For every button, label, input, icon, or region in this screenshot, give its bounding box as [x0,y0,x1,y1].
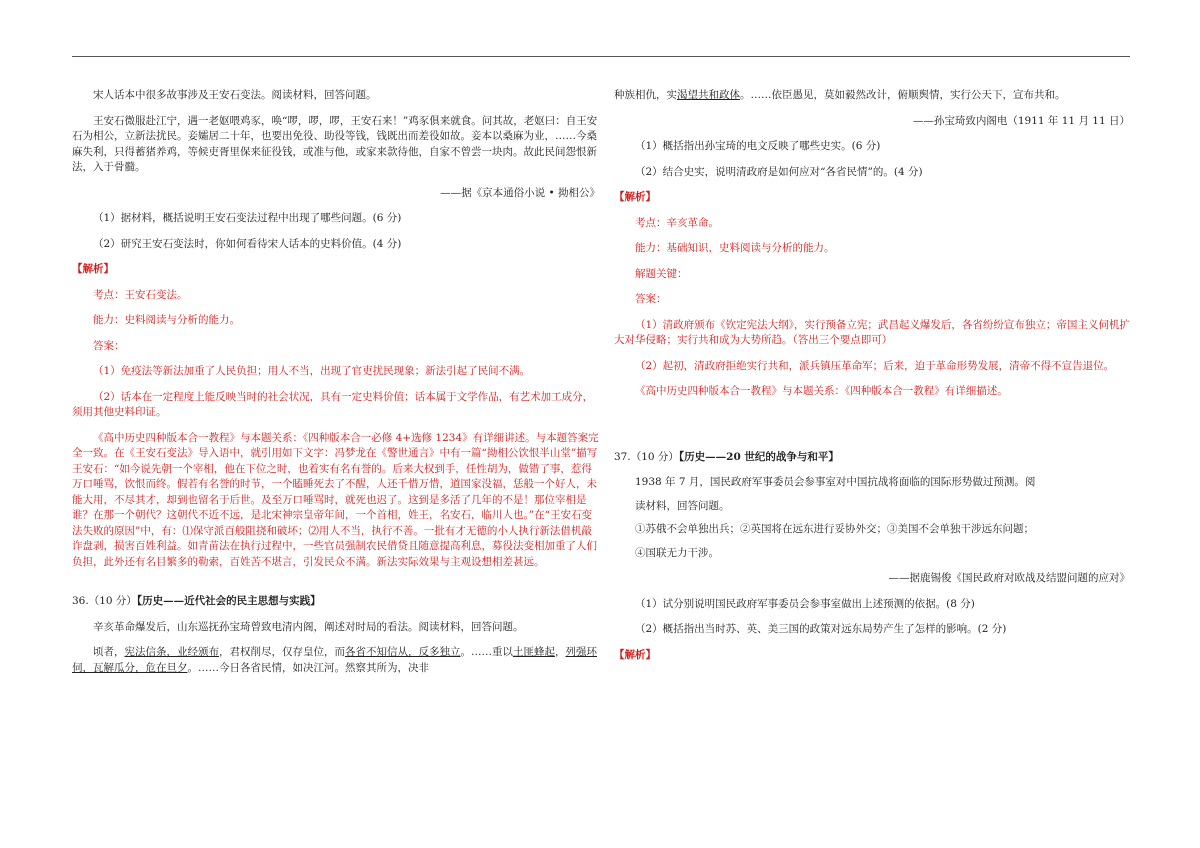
q36-underlined: 渴望共和政体 [677,89,740,101]
q37-material-line-2: ④国联无力干涉。 [635,546,719,559]
q35-material: 王安石微服赴江宁，遇一老妪喂鸡豕，唤“啰，啰，啰，王安石来！”鸡豕俱来就食。问其故，老妪曰：自王安石为相公，立新法扰民。妾孀居二十年，也要出免役、助役等钱，钱既出而差役如故。妾本以桑麻为业，……今桑麻失利，只得蓄猪养鸡，等候吏胥里保来征役钱，或准与他，或家来款待他，自家不曾尝一块肉。故此民间怨恨新法，入于骨髓。 [72,114,598,173]
q36-intro: 辛亥革命爆发后，山东巡抚孙宝琦曾致电清内阁，阐述对时局的看法。阅读材料，回答问题。 [93,620,524,633]
q36-underlined: 宪法信条，业经颁布 [124,646,219,658]
q37-title: 【历史——20 世纪的战争与和平】 [678,450,839,463]
q35-answer-1: （1）免疫法等新法加重了人民负担；用人不当，出现了官吏扰民现象；新法引起了民间不满。 [93,365,531,377]
q36-title: 【历史——近代社会的民主思想与实践】 [136,595,321,607]
q36-test-point: 考点：辛亥革命。 [635,216,719,229]
q36-subquestion-2: （2）结合史实，说明清政府是如何应对“各省民情”的。(4 分) [635,165,923,178]
q36-text: 。……重以 [460,646,513,658]
q37-analysis-heading: 【解析】 [614,648,656,661]
q36-subquestion-1: （1）概括指出孙宝琦的电文反映了哪些史实。(6 分) [635,140,881,152]
q37-subquestion-2: （2）概括指出当时苏、英、美三国的政策对远东局势产生了怎样的影响。(2 分) [635,623,1007,635]
q37-material-line-1: ①苏俄不会单独出兵；②英国将在远东进行妥协外交；③美国不会单独干涉远东问题； [635,523,1034,535]
q37-number: 37.（10 分） [614,450,679,463]
q37-heading [614,450,1130,466]
q36-underlined: 各省不知信从，反多独立 [345,646,461,658]
q35-subquestion-1: （1）据材料，概括说明王安石变法过程中出现了哪些问题。(6 分) [93,212,402,224]
header-rule [72,56,1130,57]
q37-source: ——据鹿锡俊《国民政府对欧战及结盟问题的应对》 [888,572,1130,584]
q35-ability: 能力：史料阅读与分析的能力。 [93,314,240,326]
q36-material [72,645,600,676]
q36-answer-label: 答案： [635,293,667,305]
q36-answer-2: （2）起初，清政府拒绝实行共和，派兵镇压革命军；后来，迫于革命形势发展，清帝不得不宣告退位。 [635,359,1115,372]
q36-text: ， [555,646,566,658]
q35-source: ——据《京本通俗小说 • 拗相公》 [440,186,600,199]
q36-text: ，君权削尽，仅存皇位，而 [219,646,345,658]
q36-material-continued [614,88,1130,104]
q36-heading [72,594,600,610]
q35-test-point: 考点：王安石变法。 [93,288,188,301]
left-column [72,88,600,686]
q35-intro: 宋人话本中很多故事涉及王安石变法。阅读材料，回答问题。 [93,89,377,101]
q36-key: 解题关键： [635,267,688,280]
q36-underlined: 列强环伺，瓦解瓜分，危在旦夕 [72,646,597,674]
q35-answer-label: 答案： [93,339,125,352]
q36-number: 36.（10 分） [72,595,137,607]
q35-textbook-reference: 《高中历史四种版本合一教程》与本题关系：《四种版本合一必修 4+选修 1234》有详细讲述。与本题答案完全一致。在《王安石变法》导入语中，就引用如下文字：冯梦龙在《警世通言》中有一篇“拗相公饮恨半山堂”描写王安石：“如今说先朝一个宰相，他在下位之时，也着实有名有誉的。后来大权到手，任性胡为，做错了事，惹得万口唾骂，饮恨而终。假若有名誉的时节，一个瞌睡死去了不醒，人还千惜万惜，道国家没福，恁般一个好人，未能大用，不尽其才，却到也留名于后世。及至万口唾骂时，就死也迟了。这到是多活了几年的不是！那位宰相是谁？在那一个朝代？这朝代不近不远，是北宋神宗皇帝年间，一个首相，姓王，名安石，临川人也。”在“王安石变法失败的原因”中，有：⑴保守派百般阻挠和破坏；⑵用人不当，执行不善。一批有才无德的小人执行新法借机敲诈盘剥，损害百姓利益。如青苗法在执行过程中，一些官员强制农民借贷且随意提高利息，募役法变相加重了人们负担，此外还有名目繁多的勒索，百姓苦不堪言，引发民众不满。新法实际效果与主观设想相差甚远。 [72,431,599,568]
q37-subquestion-1: （1）试分别说明国民政府军事委员会参事室做出上述预测的依据。(8 分) [635,597,975,610]
q36-text: 种族相仇，实 [614,89,677,101]
q35-subquestion-2: （2）研究王安石变法时，你如何看待宋人话本的史料价值。(4 分) [93,237,402,250]
q37-intro-line-1: 1938 年 7 月，国民政府军事委员会参事室对中国抗战将面临的国际形势做过预测。阅 [635,476,1036,488]
q37-intro-line-2: 读材料，回答问题。 [635,499,730,512]
q36-underlined: 土匪蜂起 [513,646,555,658]
q36-source: ——孙宝琦致内阁电（1911 年 11 月 11 日） [912,114,1130,127]
q36-textbook-reference: 《高中历史四种版本合一教程》与本题关系：《四种版本合一教程》有详细描述。 [635,385,1008,397]
q36-answer-1: （1）清政府颁布《钦定宪法大纲》，实行预备立宪；武昌起义爆发后，各省纷纷宣布独立；帝国主义伺机扩大对华侵略；实行共和成为大势所趋。（答出三个要点即可） [614,318,1130,346]
q36-analysis-heading: 【解析】 [614,191,656,203]
q36-text: 顷者， [93,646,125,658]
q36-ability: 能力：基础知识，史料阅读与分析的能力。 [635,242,835,254]
q36-text: 。……今日各省民情，如决江河。然察其所为，决非 [187,661,429,674]
q35-answer-2: （2）话本在一定程度上能反映当时的社会状况，具有一定史料价值；话本属于文学作品，有艺术加工成分，须用其他史料印证。 [72,390,594,418]
right-column [614,88,1130,673]
q36-text: 。……依臣愚见，莫如毅然改计，俯顺舆情，实行公天下，宣布共和。 [740,89,1066,101]
q35-analysis-heading: 【解析】 [72,263,114,275]
